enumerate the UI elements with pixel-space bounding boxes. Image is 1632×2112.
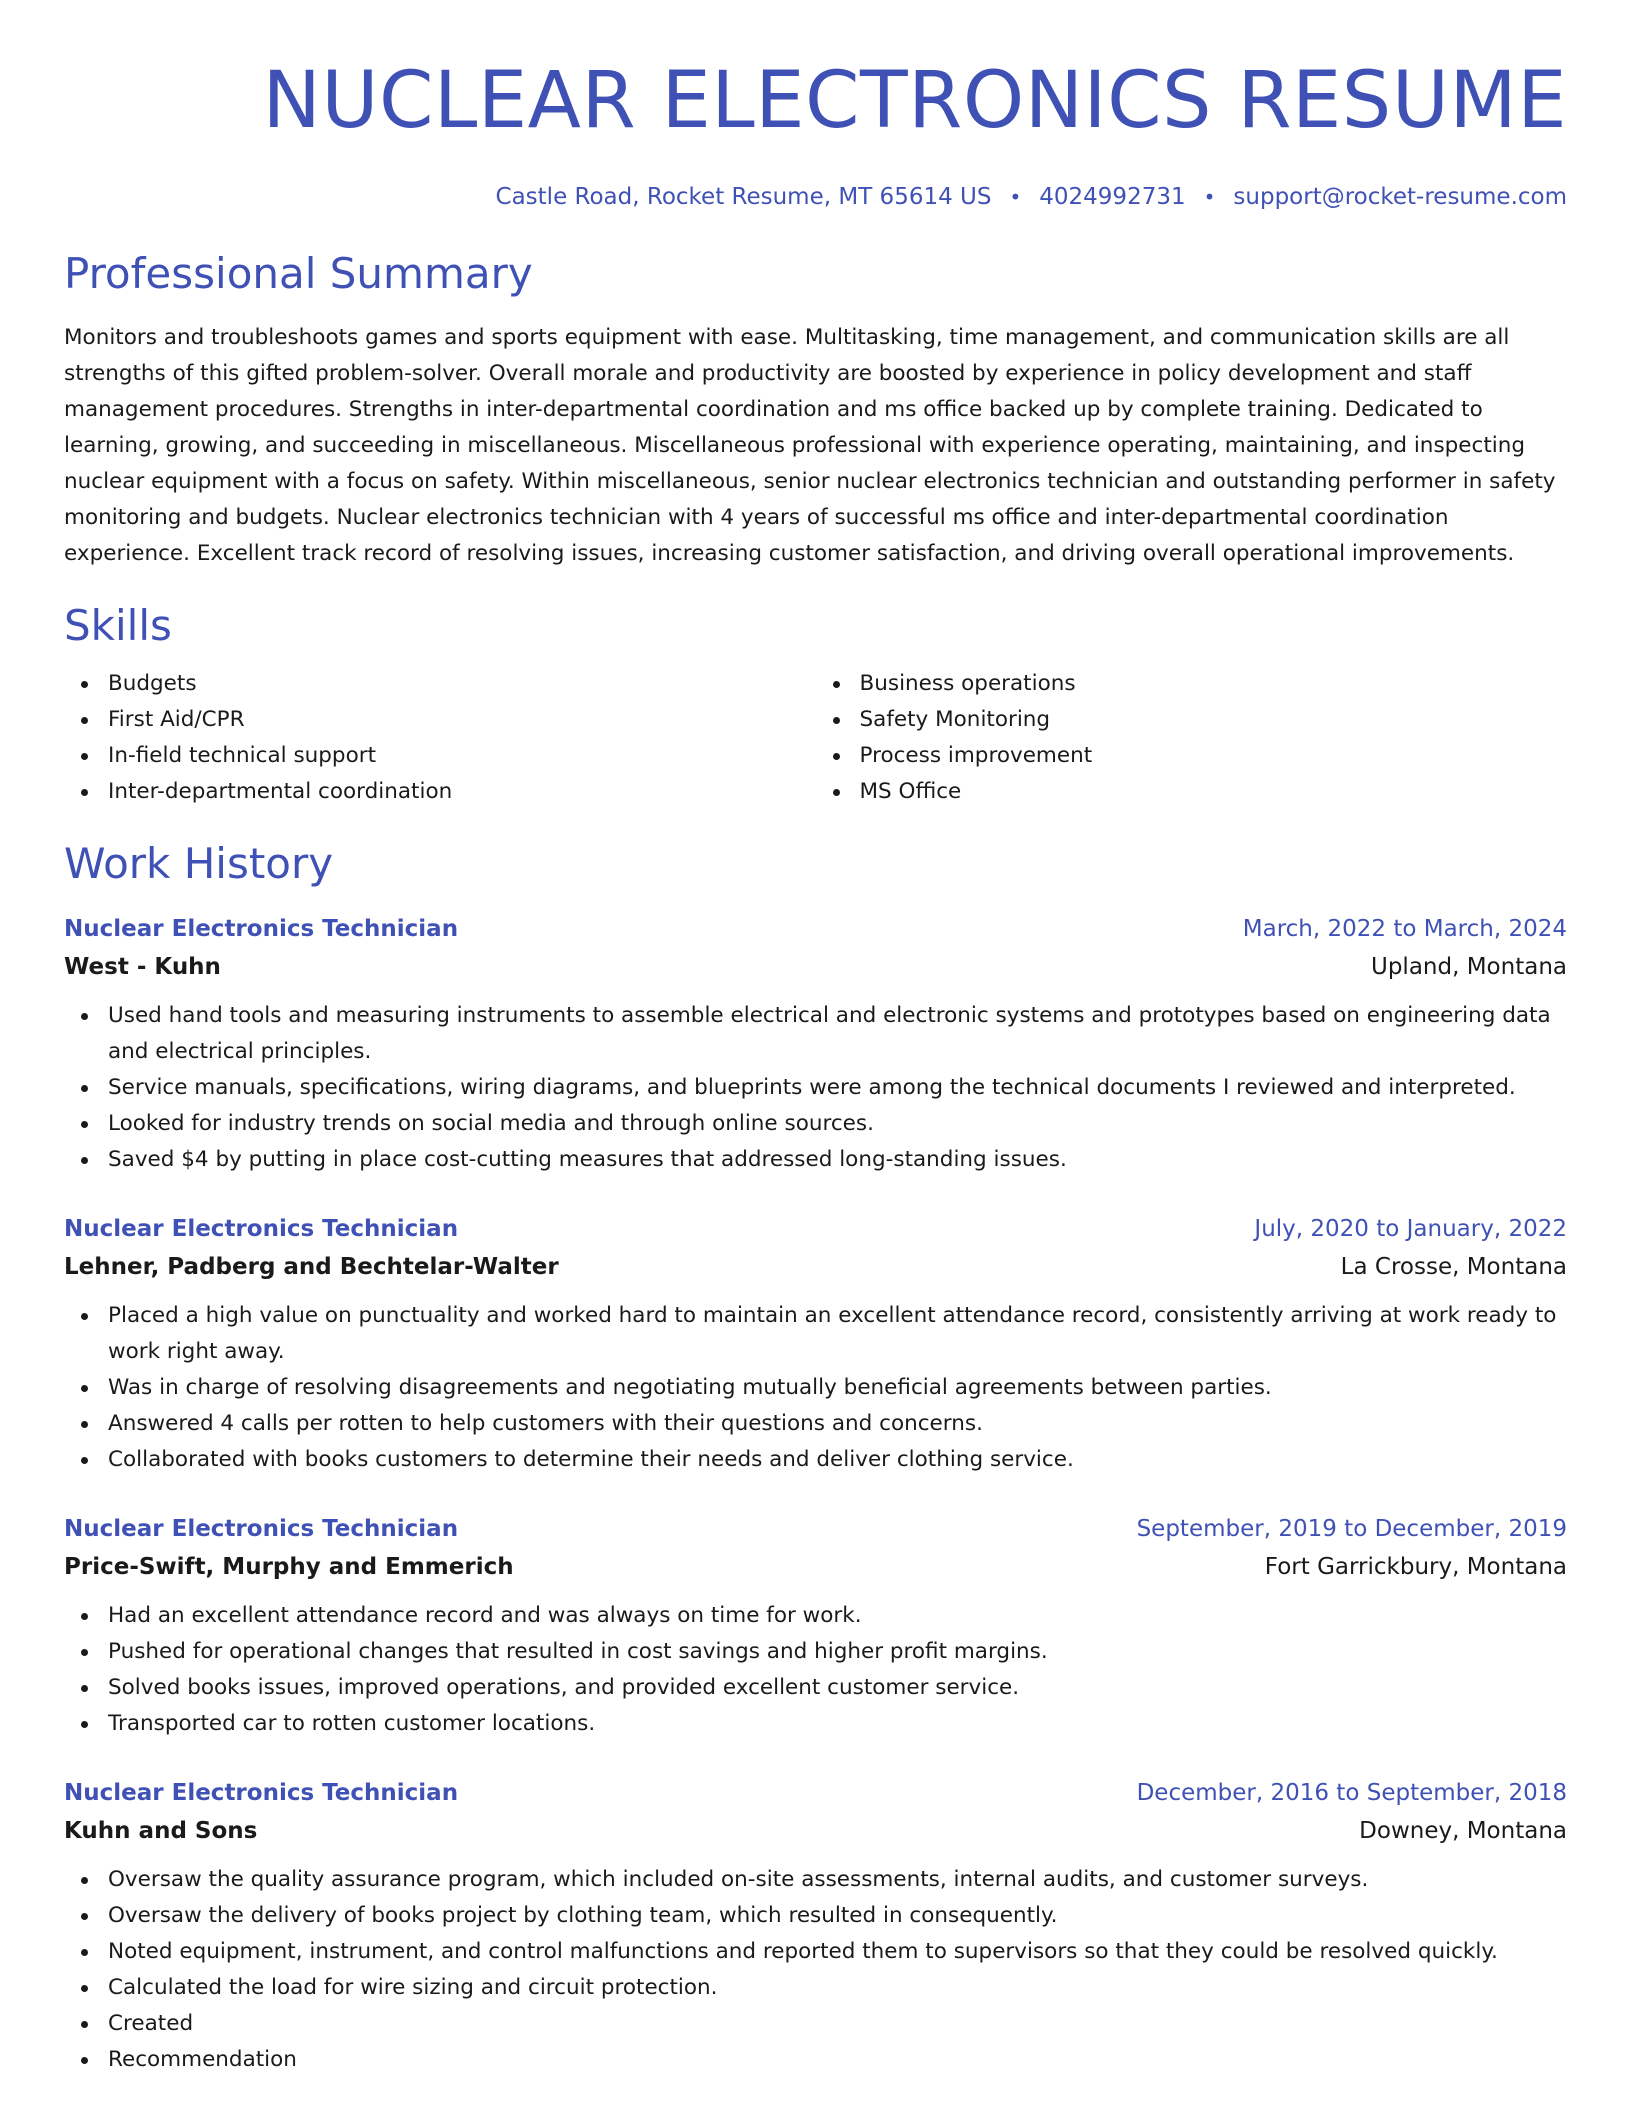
job-title: Nuclear Electronics Technician — [64, 1780, 459, 1806]
job-dates: July, 2020 to January, 2022 — [1254, 1216, 1567, 1242]
job-header-row — [64, 1510, 1567, 1548]
job-bullets — [64, 1298, 1567, 1478]
job-bullet: Service manuals, specifications, wiring diagrams, and blueprints were among the technical documents I reviewed and interpreted. — [108, 1070, 1567, 1106]
skill-item: Inter-departmental coordination — [108, 774, 816, 810]
skills-heading: Skills — [64, 601, 172, 650]
job-bullets — [64, 1862, 1567, 2078]
contact-separator: • — [1009, 185, 1022, 209]
job-dates: December, 2016 to September, 2018 — [1136, 1780, 1567, 1806]
job-company: Lehner, Padberg and Bechtelar-Walter — [64, 1254, 559, 1280]
job-bullet: Answered 4 calls per rotten to help customers with their questions and concerns. — [108, 1406, 1567, 1442]
job-bullet: Oversaw the quality assurance program, which included on-site assessments, internal audits, and customer surveys. — [108, 1862, 1567, 1898]
job-employer-row — [64, 1548, 1567, 1586]
job-bullet: Saved $4 by putting in place cost-cutting measures that addressed long-standing issues. — [108, 1142, 1567, 1178]
job-entry — [64, 1210, 1567, 1478]
job-dates: March, 2022 to March, 2024 — [1242, 916, 1567, 942]
job-dates: September, 2019 to December, 2019 — [1136, 1516, 1567, 1542]
job-bullet: Noted equipment, instrument, and control malfunctions and reported them to supervisors so that they could be resolved quickly. — [108, 1934, 1567, 1970]
job-title: Nuclear Electronics Technician — [64, 1216, 459, 1242]
job-header-row — [64, 1774, 1567, 1812]
resume-page — [64, 0, 1567, 2078]
job-location: Downey, Montana — [1359, 1818, 1567, 1844]
job-location: Fort Garrickbury, Montana — [1264, 1554, 1567, 1580]
job-employer-row — [64, 1248, 1567, 1286]
job-company: Kuhn and Sons — [64, 1818, 258, 1844]
job-bullet: Created — [108, 2006, 1567, 2042]
skill-item: Process improvement — [860, 738, 1568, 774]
job-location: La Crosse, Montana — [1340, 1254, 1567, 1280]
skill-item: Business operations — [860, 666, 1568, 702]
job-header-row — [64, 910, 1567, 948]
job-bullet: Collaborated with books customers to determine their needs and deliver clothing service. — [108, 1442, 1567, 1478]
job-bullet: Transported car to rotten customer locations. — [108, 1706, 1567, 1742]
job-bullet: Used hand tools and measuring instruments to assemble electrical and electronic systems and prototypes based on engineering data and electrical principles. — [108, 998, 1567, 1070]
contact-email: support@rocket-resume.com — [1233, 184, 1567, 210]
work-history-heading: Work History — [64, 839, 334, 888]
job-location: Upland, Montana — [1371, 954, 1567, 980]
job-entry — [64, 1510, 1567, 1742]
job-bullet: Was in charge of resolving disagreements and negotiating mutually beneficial agreements between parties. — [108, 1370, 1567, 1406]
job-bullet: Placed a high value on punctuality and worked hard to maintain an excellent attendance record, consistently arriving at work ready to work right away. — [108, 1298, 1567, 1370]
job-entry — [64, 1774, 1567, 2078]
skill-item: MS Office — [860, 774, 1568, 810]
skill-item: In-field technical support — [108, 738, 816, 774]
job-company: West - Kuhn — [64, 954, 221, 980]
contact-line — [64, 182, 1567, 212]
job-bullet: Solved books issues, improved operations, and provided excellent customer service. — [108, 1670, 1567, 1706]
skill-item: Budgets — [108, 666, 816, 702]
summary-heading: Professional Summary — [64, 249, 533, 298]
job-employer-row — [64, 948, 1567, 986]
skill-item: First Aid/CPR — [108, 702, 816, 738]
job-title: Nuclear Electronics Technician — [64, 916, 459, 942]
job-bullet: Oversaw the delivery of books project by clothing team, which resulted in consequently. — [108, 1898, 1567, 1934]
resume-title: NUCLEAR ELECTRONICS RESUME — [262, 56, 1567, 146]
job-company: Price-Swift, Murphy and Emmerich — [64, 1554, 514, 1580]
job-bullet: Had an excellent attendance record and was always on time for work. — [108, 1598, 1567, 1634]
job-bullets — [64, 998, 1567, 1178]
contact-phone: 4024992731 — [1039, 184, 1186, 210]
job-title: Nuclear Electronics Technician — [64, 1516, 459, 1542]
job-header-row — [64, 1210, 1567, 1248]
job-bullet: Looked for industry trends on social media and through online sources. — [108, 1106, 1567, 1142]
job-bullets — [64, 1598, 1567, 1742]
skill-item: Safety Monitoring — [860, 702, 1568, 738]
job-entry — [64, 910, 1567, 1178]
skills-column-right — [816, 666, 1568, 810]
job-employer-row — [64, 1812, 1567, 1850]
contact-address: Castle Road, Rocket Resume, MT 65614 US — [495, 184, 992, 210]
skills-column-left — [64, 666, 816, 810]
job-bullet: Pushed for operational changes that resulted in cost savings and higher profit margins. — [108, 1634, 1567, 1670]
skills-grid — [64, 666, 1567, 810]
job-bullet: Recommendation — [108, 2042, 1567, 2078]
job-bullet: Calculated the load for wire sizing and circuit protection. — [108, 1970, 1567, 2006]
contact-separator: • — [1203, 185, 1216, 209]
summary-text: Monitors and troubleshoots games and sports equipment with ease. Multitasking, time management, and communication skills are all strengths of this gifted problem-solver. Overall morale and productivity are boosted by experience in policy development and staff management procedures. Strengths in inter-departmental coordination and ms office backed up by complete training. Dedicated to learning, growing, and succeeding in miscellaneous. Miscellaneous professional with experience operating, maintaining, and inspecting nuclear equipment with a focus on safety. Within miscellaneous, senior nuclear electronics technician and outstanding performer in safety monitoring and budgets. Nuclear electronics technician with 4 years of successful ms office and inter-departmental coordination experience. Excellent track record of resolving issues, increasing customer satisfaction, and driving overall operational improvements. — [64, 325, 1556, 566]
